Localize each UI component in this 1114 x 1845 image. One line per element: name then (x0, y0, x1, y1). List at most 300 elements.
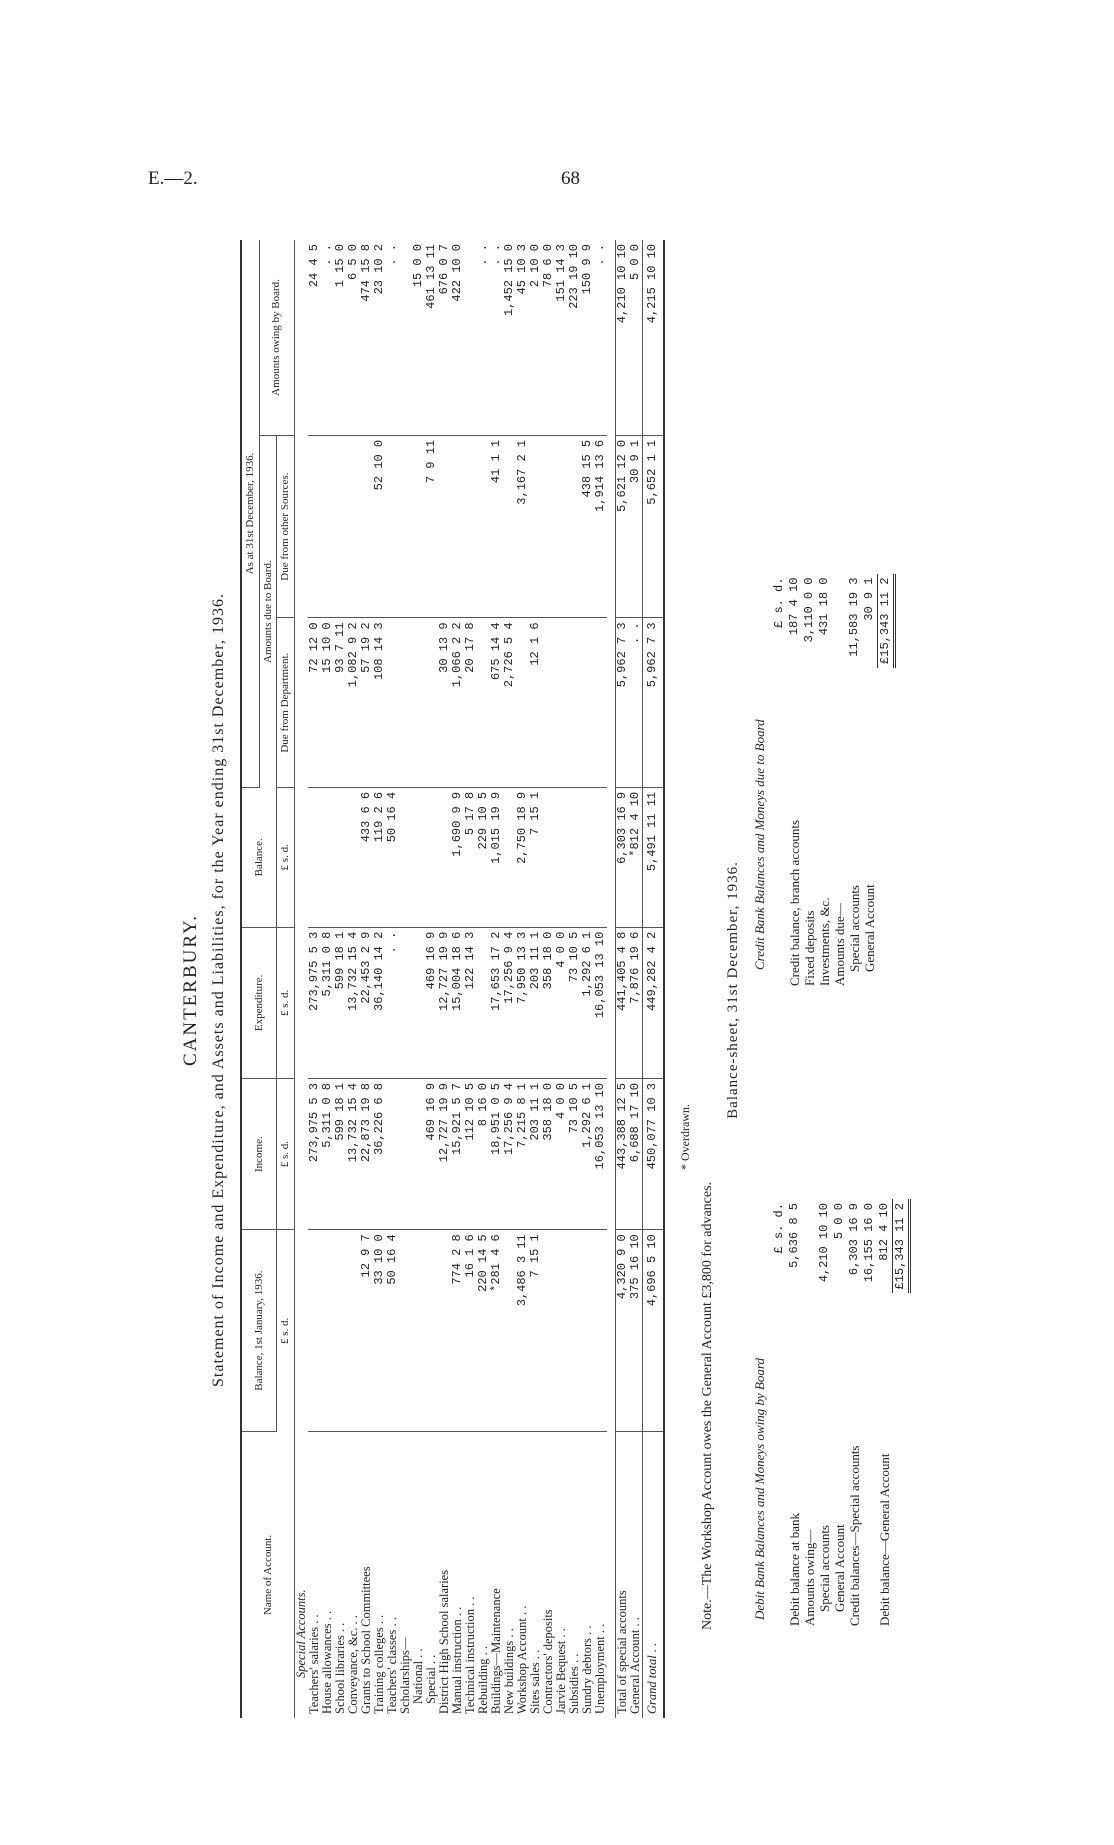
balance-label: Investments, &c. (817, 897, 832, 986)
amount-cell: 151 14 3 (555, 240, 568, 435)
header-income: Income. (241, 1078, 277, 1229)
amount-cell: 774 2 8 (451, 1230, 464, 1432)
balance-row (877, 1199, 893, 1630)
amount-cell: 52 10 0 (373, 435, 386, 618)
balance-amount: 187 4 10 (787, 577, 801, 636)
balance-amount: 6,303 16 9 (847, 1203, 861, 1276)
amount-cell: 22,453 2 9 (360, 927, 373, 1078)
amount-cell: 17,256 9 4 (503, 927, 516, 1078)
leader-space (847, 1294, 862, 1442)
table-row (594, 240, 607, 1718)
amount-cell (308, 435, 321, 618)
amount-cell: 22,873 19 8 (360, 1078, 373, 1229)
leader-space (877, 1294, 893, 1442)
amount-cell: 17,653 17 2 (490, 927, 503, 1078)
balance-row (862, 1199, 877, 1630)
account-name: Manual instruction . . (449, 1606, 464, 1714)
account-name: District High School salaries (436, 1569, 451, 1714)
amount-cell: 5 0 0 (629, 240, 643, 435)
table-row (642, 240, 664, 1718)
amount-cell (503, 1230, 516, 1432)
amount-cell (594, 787, 607, 927)
amount-cell (542, 1230, 555, 1432)
amount-cell (464, 435, 477, 618)
amount-cell (594, 618, 607, 787)
header-due-from-dept: Due from Department. (277, 618, 295, 787)
table-row (347, 240, 360, 1718)
leader-space (787, 1294, 802, 1442)
account-name: Buildings—Maintenance (488, 1588, 503, 1714)
amount-cell: 358 18 0 (542, 927, 555, 1078)
amount-cell: . . (321, 240, 334, 435)
amount-cell: 273,975 5 3 (308, 1078, 321, 1229)
leader-space (832, 668, 847, 816)
amount-cell: . . (629, 618, 643, 787)
workshop-note: Note.—The Workshop Account owes the General Account £3,800 for advances. (700, 1181, 715, 1630)
table-row (464, 240, 477, 1718)
amount-cell: 7,950 13 3 (516, 927, 529, 1078)
table-row (542, 240, 555, 1718)
header-opening: Balance, 1st January, 1936. (241, 1230, 277, 1432)
amount-cell: 12,727 19 9 (438, 1078, 451, 1229)
amount-cell: . . (490, 240, 503, 435)
leader-space (862, 1294, 877, 1442)
balance-label: Credit balances—Special accounts (847, 1445, 862, 1626)
table-row (581, 240, 594, 1718)
header-lsd: £ s. d. (277, 927, 295, 1078)
amount-cell: 1,690 9 9 (451, 787, 464, 927)
amount-cell: 30 13 9 (438, 618, 451, 787)
amount-cell (425, 1230, 438, 1432)
account-name: Sundry debtors . . (579, 1625, 594, 1714)
amount-cell: 7,876 19 6 (629, 927, 643, 1078)
account-name: Rebuilding . . (475, 1645, 490, 1714)
table-row (399, 240, 412, 1718)
amount-cell: 5,962 7 3 (615, 618, 629, 787)
amount-cell: 474 15 8 (360, 240, 373, 435)
amount-cell: 4,210 10 10 (615, 240, 629, 435)
leader-space (787, 668, 802, 816)
amount-cell: 3,167 2 1 (516, 435, 529, 618)
amount-cell: 220 14 5 (477, 1230, 490, 1432)
amount-cell: 13,732 15 4 (347, 927, 360, 1078)
amount-cell (542, 787, 555, 927)
amount-cell (477, 927, 490, 1078)
header-due-other: Due from other Sources. (277, 435, 295, 618)
credit-heading: Credit Bank Balances and Moneys due to Board (752, 719, 767, 970)
amount-cell: 6,688 17 10 (629, 1078, 643, 1229)
amount-cell (386, 1078, 399, 1229)
amount-cell: 675 14 4 (490, 618, 503, 787)
amount-cell (412, 1078, 425, 1229)
amount-cell (321, 787, 334, 927)
amount-cell (529, 435, 542, 618)
amount-cell: 17,256 9 4 (503, 1078, 516, 1229)
balance-label: Special accounts (817, 1525, 832, 1612)
table-row (360, 240, 373, 1718)
amount-cell (308, 787, 321, 927)
table-row (615, 240, 629, 1718)
amount-cell: *812 4 10 (629, 787, 643, 927)
amount-cell: 443,388 12 5 (615, 1078, 629, 1229)
amount-cell: 223 19 10 (568, 240, 581, 435)
amount-cell: 16 1 6 (464, 1230, 477, 1432)
balance-label: Credit balance, branch accounts (787, 819, 802, 986)
account-name: National . . (410, 1648, 425, 1704)
account-name: School libraries . . (332, 1622, 347, 1714)
amount-cell: 122 14 3 (464, 927, 477, 1078)
amount-cell (438, 1230, 451, 1432)
account-name: Training colleges . . (371, 1614, 386, 1714)
amount-cell: 5,652 1 1 (642, 435, 664, 618)
amount-cell (399, 787, 412, 927)
account-name: Grants to School Committees (358, 1566, 373, 1714)
amount-cell (399, 927, 412, 1078)
amount-cell (555, 787, 568, 927)
amount-cell: 203 11 1 (529, 927, 542, 1078)
account-name: Special . . (423, 1654, 438, 1704)
balance-row (787, 1199, 802, 1630)
account-name: Total of special accounts (615, 1432, 629, 1719)
balance-amount (802, 1199, 817, 1293)
amount-cell: 4 0 0 (555, 927, 568, 1078)
amount-cell: 33 10 0 (373, 1230, 386, 1432)
amount-cell (347, 435, 360, 618)
amount-cell: 15,004 18 6 (451, 927, 464, 1078)
amount-cell (412, 927, 425, 1078)
account-name: Sites sales . . (527, 1649, 542, 1714)
overdrawn-note: * Overdrawn. (678, 1104, 692, 1170)
amount-cell (542, 618, 555, 787)
balance-amount: 5,636 8 5 (787, 1203, 801, 1268)
balance-total: £15,343 11 2 (893, 1199, 910, 1293)
amount-cell: 5,491 11 11 (642, 787, 664, 927)
balance-row (847, 574, 862, 990)
balance-row (832, 574, 847, 990)
amount-cell (594, 1230, 607, 1432)
amount-cell (516, 618, 529, 787)
amount-cell: 469 16 9 (425, 927, 438, 1078)
account-name: Contractors' deposits (540, 1609, 555, 1714)
amount-cell (568, 1230, 581, 1432)
amount-cell: . . (477, 240, 490, 435)
amount-cell (425, 787, 438, 927)
amount-cell: 599 18 1 (334, 1078, 347, 1229)
leader-space (847, 668, 862, 816)
balance-label: Special accounts (847, 885, 862, 972)
amount-cell: 36,140 14 2 (373, 927, 386, 1078)
debit-table (772, 1199, 911, 1630)
balance-label: Debit balance—General Account (877, 1453, 893, 1626)
amount-cell: 36,226 6 8 (373, 1078, 386, 1229)
amount-cell (425, 618, 438, 787)
region-title: CANTERBURY. (180, 913, 201, 1067)
amount-cell: 358 18 0 (542, 1078, 555, 1229)
amount-cell (399, 618, 412, 787)
amount-cell: 93 7 11 (334, 618, 347, 787)
lsd-header: £ s. d. (772, 577, 786, 628)
amount-cell: 5 17 8 (464, 787, 477, 927)
amount-cell: 112 10 5 (464, 1078, 477, 1229)
amount-cell (412, 1230, 425, 1432)
balance-label: Fixed deposits (802, 910, 817, 986)
header-lsd: £ s. d. (277, 1078, 295, 1229)
balance-amount: 30 9 1 (862, 577, 876, 621)
amount-cell: 676 0 7 (438, 240, 451, 435)
table-row (477, 240, 490, 1718)
table-row (321, 240, 334, 1718)
balance-row (802, 1199, 817, 1630)
amount-cell: 2,726 5 4 (503, 618, 516, 787)
balance-amount: 4,210 10 10 (817, 1203, 831, 1283)
amount-cell (555, 618, 568, 787)
table-row (386, 240, 399, 1718)
amount-cell: 1,292 6 1 (581, 927, 594, 1078)
amount-cell: 108 14 3 (373, 618, 386, 787)
amount-cell: 78 6 0 (542, 240, 555, 435)
amount-cell: 15 10 0 (321, 618, 334, 787)
balance-row (817, 1199, 832, 1630)
amount-cell: 23 10 2 (373, 240, 386, 435)
amount-cell (321, 435, 334, 618)
amount-cell (568, 435, 581, 618)
account-name: Subsidies . . (566, 1653, 581, 1714)
amount-cell: 229 10 5 (477, 787, 490, 927)
amount-cell: 1,452 15 0 (503, 240, 516, 435)
balance-row (802, 574, 817, 990)
table-row (516, 240, 529, 1718)
amount-cell: 2 10 0 (529, 240, 542, 435)
amount-cell (438, 435, 451, 618)
header-due-to-board: Amounts due to Board. (259, 435, 277, 787)
amount-cell: 5,962 7 3 (642, 618, 664, 787)
account-name: Teachers' classes . . (384, 1617, 399, 1714)
account-name: Teachers' salaries . . (306, 1614, 321, 1714)
table-row (425, 240, 438, 1718)
amount-cell (334, 1230, 347, 1432)
amount-cell: 57 19 2 (360, 618, 373, 787)
amount-cell (334, 435, 347, 618)
amount-cell: 4,320 9 0 (615, 1230, 629, 1432)
balance-row (847, 1199, 862, 1630)
amount-cell: 461 13 11 (425, 240, 438, 435)
account-name: Conveyance, &c. . . (345, 1615, 360, 1714)
amount-cell: 4,215 10 10 (642, 240, 664, 435)
amount-cell: 1 15 0 (334, 240, 347, 435)
leader-space (802, 1294, 817, 1442)
table-row (334, 240, 347, 1718)
table-row (529, 240, 542, 1718)
amount-cell: 18,951 0 5 (490, 1078, 503, 1229)
table-row (490, 240, 503, 1718)
balance-row (862, 574, 878, 990)
amount-cell: 8 16 0 (477, 1078, 490, 1229)
amount-cell: 273,975 5 3 (308, 927, 321, 1078)
amount-cell (451, 435, 464, 618)
amount-cell: 16,053 13 10 (594, 1078, 607, 1229)
balance-total-row (878, 574, 895, 990)
amount-cell: 5,621 12 0 (615, 435, 629, 618)
amount-cell (308, 1230, 321, 1432)
amount-cell: 20 17 8 (464, 618, 477, 787)
amount-cell (399, 240, 412, 435)
account-name: House allowances . . (319, 1610, 334, 1714)
table-row (451, 240, 464, 1718)
section-heading: Special Accounts. (293, 1589, 308, 1678)
header-owing: Amounts owing by Board. (259, 240, 294, 435)
debit-heading: Debit Bank Balances and Moneys owing by Board (752, 1358, 767, 1620)
balance-amount: 3,110 0 0 (802, 577, 816, 643)
amount-cell (360, 435, 373, 618)
account-name: Technical instruction . . (462, 1596, 477, 1714)
amount-cell (386, 618, 399, 787)
page-reference: E.—2. (148, 168, 198, 189)
amount-cell: 7 9 11 (425, 435, 438, 618)
amount-cell: 119 2 6 (373, 787, 386, 927)
amount-cell: 3,486 3 11 (516, 1230, 529, 1432)
amount-cell (581, 787, 594, 927)
amount-cell (399, 1078, 412, 1229)
amount-cell: 45 10 3 (516, 240, 529, 435)
balance-amount: 11,583 19 3 (847, 577, 861, 657)
statement-table (240, 240, 665, 1718)
amount-cell (399, 435, 412, 618)
balance-label: Amounts owing— (802, 1529, 817, 1626)
amount-cell (412, 787, 425, 927)
leader-space (817, 1294, 832, 1442)
leader-space (802, 668, 817, 816)
header-as-at: As at 31st December, 1936. (241, 240, 259, 787)
header-lsd: £ s. d. (277, 787, 295, 927)
balance-amount: 16,155 16 0 (862, 1203, 876, 1283)
amount-cell: 6 5 0 (347, 240, 360, 435)
balance-total-row (893, 1199, 910, 1630)
amount-cell (321, 1230, 334, 1432)
amount-cell (399, 1230, 412, 1432)
amount-cell: 7 15 1 (529, 787, 542, 927)
leader-space (817, 668, 832, 816)
account-name: Scholarships— (397, 1637, 412, 1714)
amount-cell (386, 435, 399, 618)
amount-cell (347, 1230, 360, 1432)
amount-cell (334, 787, 347, 927)
amount-cell: 1,914 13 6 (594, 435, 607, 618)
amount-cell: . . (594, 240, 607, 435)
amount-cell (477, 435, 490, 618)
balance-amount (832, 574, 847, 668)
amount-cell (568, 787, 581, 927)
amount-cell: 449,282 4 2 (642, 927, 664, 1078)
amount-cell: 1,066 2 2 (451, 618, 464, 787)
table-row (568, 240, 581, 1718)
amount-cell: 73 10 5 (568, 927, 581, 1078)
table-row (308, 240, 321, 1718)
amount-cell (542, 435, 555, 618)
account-name: Jarvie Bequest . . (553, 1628, 568, 1714)
amount-cell: 1,292 6 1 (581, 1078, 594, 1229)
amount-cell: 203 11 1 (529, 1078, 542, 1229)
account-name: Grand total . . (642, 1432, 664, 1719)
table-row (373, 240, 386, 1718)
amount-cell (477, 618, 490, 787)
amount-cell (555, 435, 568, 618)
amount-cell: 12,727 19 9 (438, 927, 451, 1078)
amount-cell: . . (386, 927, 399, 1078)
amount-cell (503, 435, 516, 618)
balance-label (862, 1442, 877, 1631)
amount-cell: 375 16 10 (629, 1230, 643, 1432)
lsd-header: £ s. d. (772, 1203, 786, 1254)
account-name: Workshop Account . . (514, 1605, 529, 1714)
amount-cell: 4,696 5 10 (642, 1230, 664, 1432)
table-row (503, 240, 516, 1718)
balance-amount: 812 4 10 (877, 1203, 891, 1261)
amount-cell: 150 9 9 (581, 240, 594, 435)
amount-cell: 30 9 1 (629, 435, 643, 618)
amount-cell: 6,303 16 9 (615, 787, 629, 927)
amount-cell: 1,015 19 9 (490, 787, 503, 927)
amount-cell: 16,053 13 10 (594, 927, 607, 1078)
amount-cell: 15,921 5 7 (451, 1078, 464, 1229)
balance-label: General Account (832, 1524, 847, 1612)
amount-cell: 5,311 0 8 (321, 1078, 334, 1229)
amount-cell: 41 1 1 (490, 435, 503, 618)
amount-cell: 5,311 0 8 (321, 927, 334, 1078)
amount-cell (347, 787, 360, 927)
statement-title: Statement of Income and Expenditure, and Assets and Liabilities, for the Year ending 31st December, 1936. (210, 593, 227, 1387)
amount-cell (412, 618, 425, 787)
header-balance: Balance. (241, 787, 277, 927)
amount-cell: 2,750 18 9 (516, 787, 529, 927)
rotated-page-content (140, 210, 1114, 1730)
amount-cell: 72 12 0 (308, 618, 321, 787)
amount-cell: 24 4 5 (308, 240, 321, 435)
balance-amount: 5 0 0 (832, 1203, 846, 1240)
balance-amount: 431 18 0 (817, 577, 831, 636)
amount-cell: 7 15 1 (529, 1230, 542, 1432)
table-row (555, 240, 568, 1718)
amount-cell: 7,215 8 1 (516, 1078, 529, 1229)
balance-total: £15,343 11 2 (878, 574, 895, 668)
table-row (412, 240, 425, 1718)
amount-cell (412, 435, 425, 618)
account-name: General Account . . (627, 1617, 642, 1714)
table-row (438, 240, 451, 1718)
header-expenditure: Expenditure. (241, 927, 277, 1078)
amount-cell (581, 1230, 594, 1432)
balance-row (787, 574, 802, 990)
balance-row (817, 574, 832, 990)
amount-cell (568, 618, 581, 787)
amount-cell (438, 787, 451, 927)
amount-cell: 599 18 1 (334, 927, 347, 1078)
credit-table (772, 574, 896, 990)
amount-cell: . . (386, 240, 399, 435)
leader-space (862, 668, 878, 816)
amount-cell (555, 1230, 568, 1432)
amount-cell: 12 9 7 (360, 1230, 373, 1432)
balance-label: Amounts due— (832, 903, 847, 986)
amount-cell: 12 1 6 (529, 618, 542, 787)
account-name: New buildings . . (501, 1628, 516, 1714)
amount-cell: *281 4 6 (490, 1230, 503, 1432)
balance-label: General Account (862, 884, 878, 972)
amount-cell (464, 240, 477, 435)
amount-cell: 433 6 6 (360, 787, 373, 927)
amount-cell: 13,732 15 4 (347, 1078, 360, 1229)
amount-cell: 450,077 10 3 (642, 1078, 664, 1229)
amount-cell (503, 787, 516, 927)
